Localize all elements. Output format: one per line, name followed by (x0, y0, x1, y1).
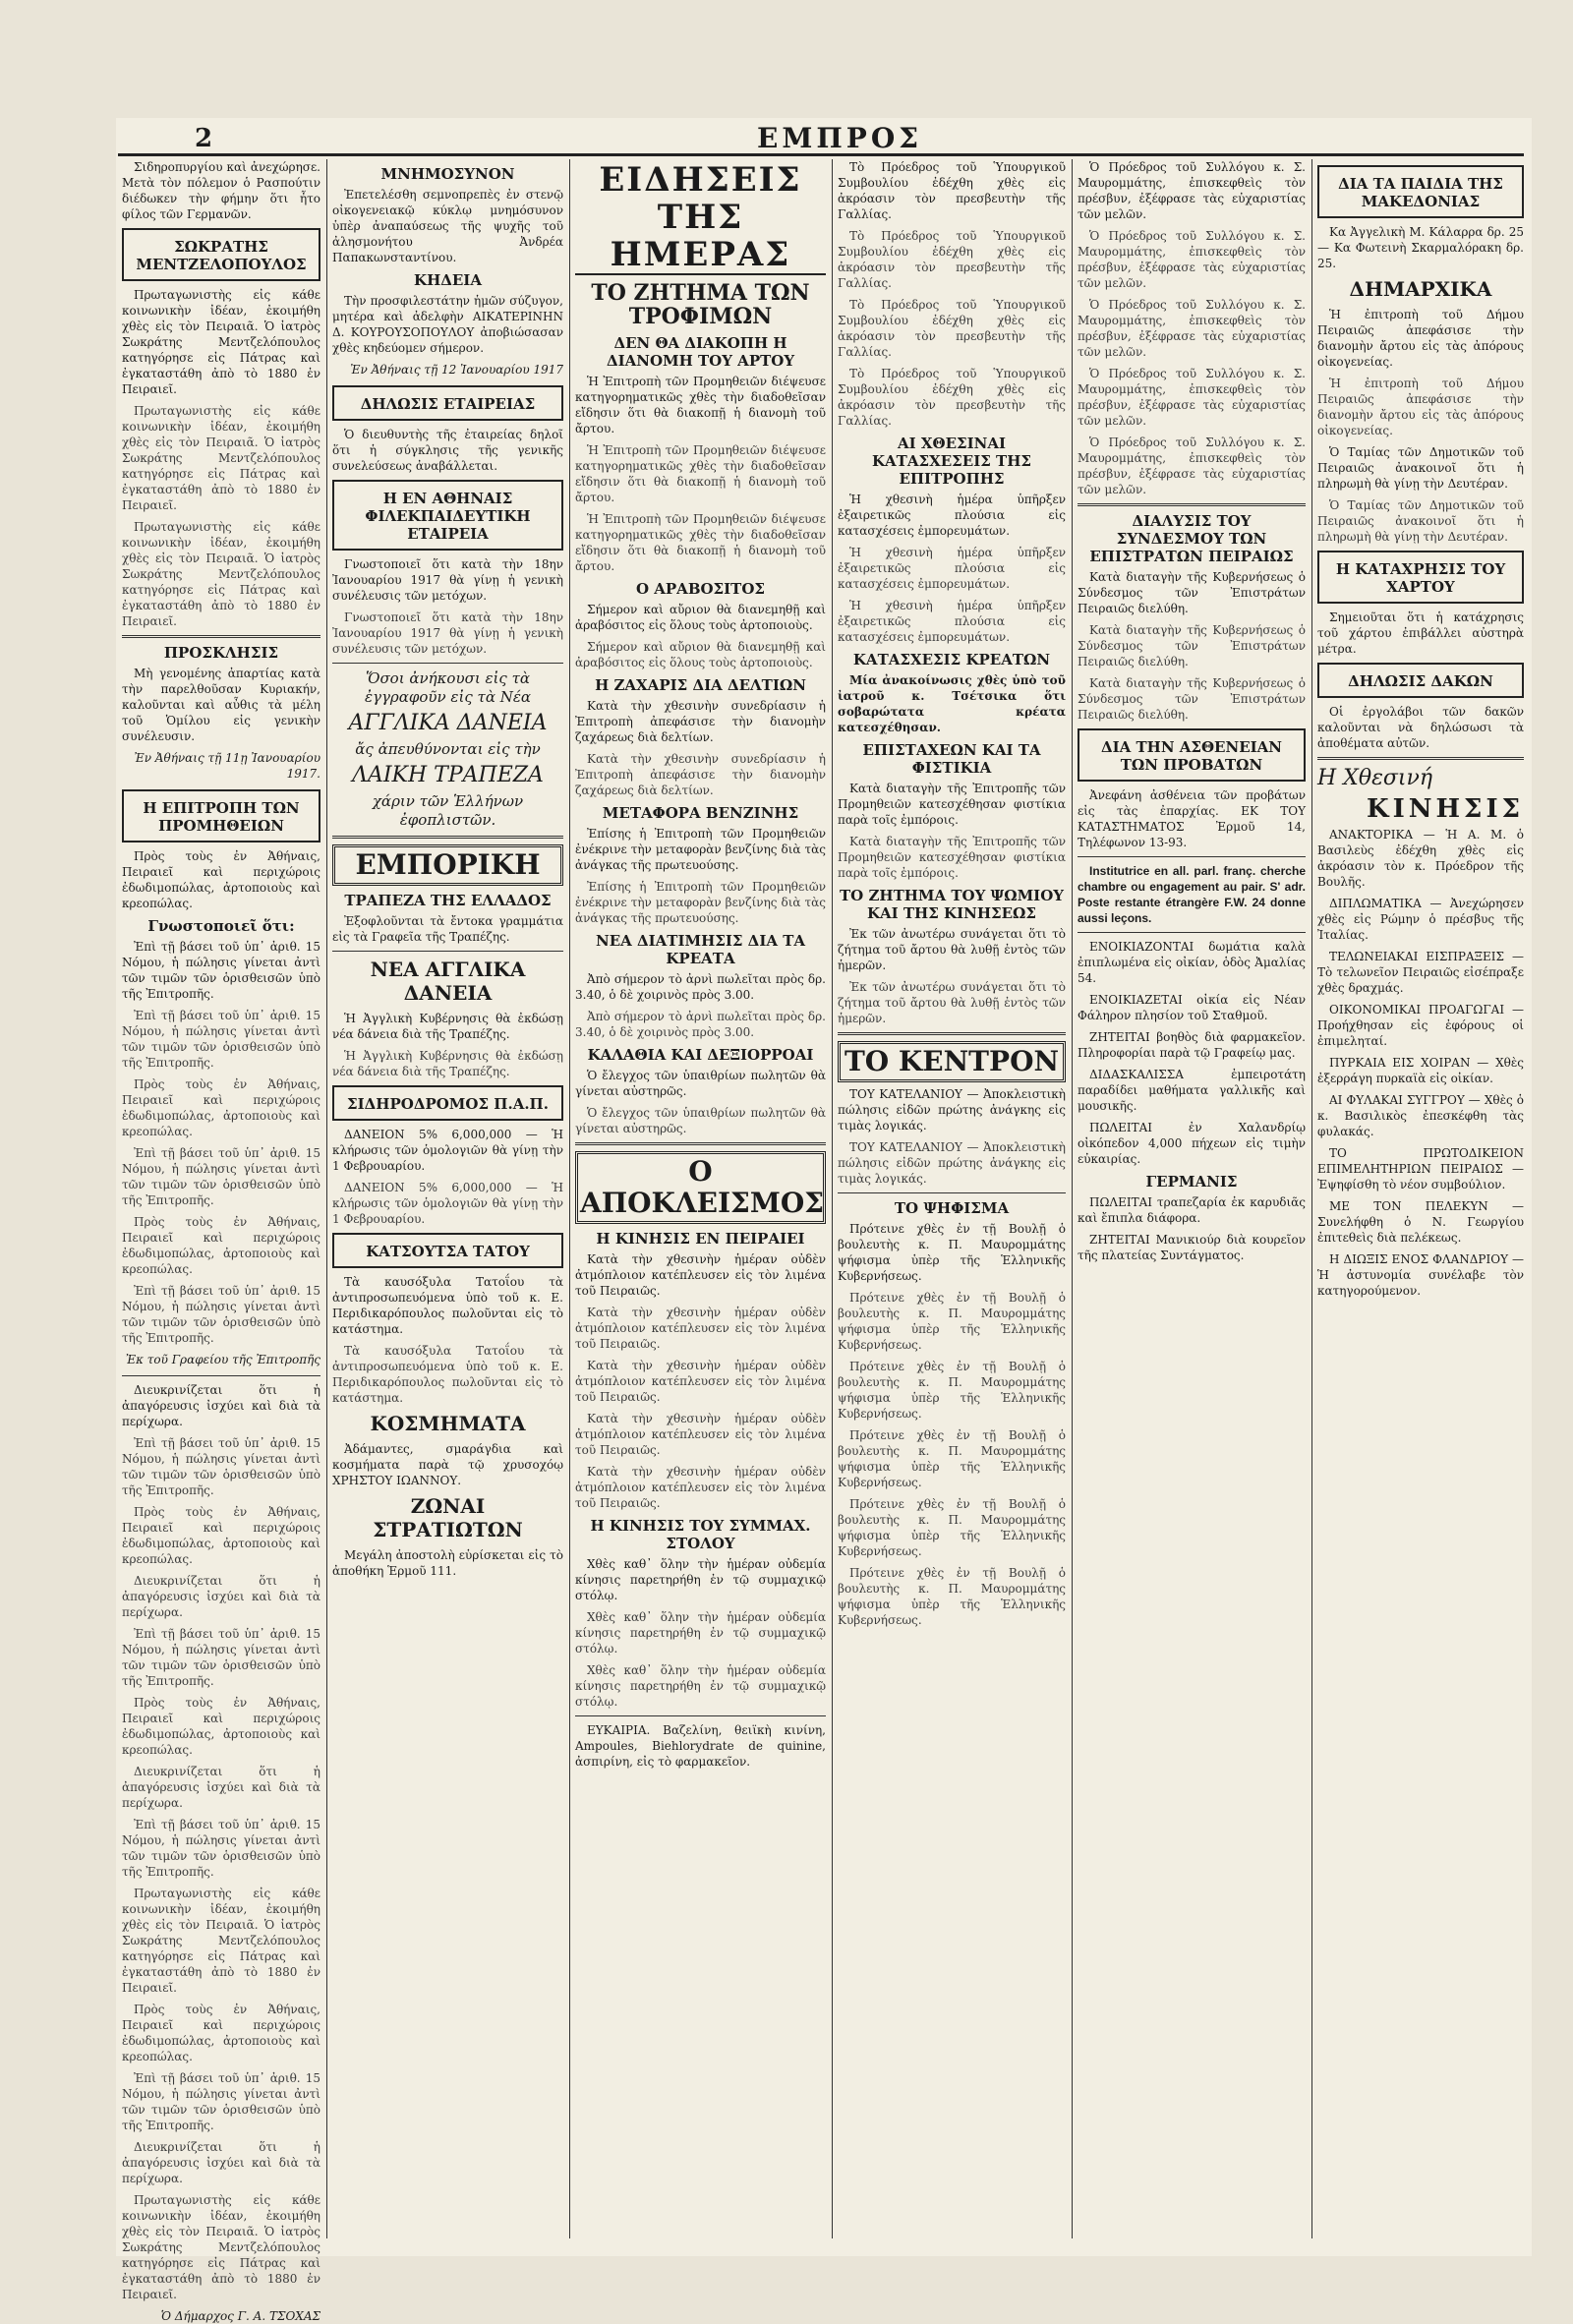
article-text: Πρὸς τοὺς ἐν Ἀθήναις, Πειραιεῖ καὶ περιχώροις ἐδωδιμοπώλας, ἀρτοποιοὺς καὶ κρεοπώλας. (122, 1077, 320, 1138)
headline: ΚΑΛΑΘΙΑ ΚΑΙ ΔΕΞΙΟΡΡΟΑΙ (587, 1046, 814, 1064)
article-text: Κατὰ τὴν χθεσινὴν ἡμέραν οὐδὲν ἀτμόπλοιον κατέπλευσεν εἰς τὸν λιμένα τοῦ Πειραιῶς. (575, 1306, 826, 1351)
article-text: Σημειοῦται ὅτι ἡ κατάχρησις τοῦ χάρτου ἐπιβάλλει αὐστηρὰ μέτρα. (1317, 610, 1524, 656)
article-text: Κατὰ τὴν χθεσινὴν ἡμέραν οὐδὲν ἀτμόπλοιον κατέπλευσεν εἰς τὸν λιμένα τοῦ Πειραιῶς. (575, 1252, 826, 1298)
article-text: Τὸ Πρόεδρος τοῦ Ὑπουργικοῦ Συμβουλίου ἐδέχθη χθὲς εἰς ἀκρόασιν τὸν πρεσβευτὴν τῆς Γαλλίας. (838, 367, 1066, 428)
headline: ΕΠΙΣΤΑΧΕΩΝ ΚΑΙ ΤΑ ΦΙΣΤΙΚΙΑ (862, 741, 1041, 777)
article-text: Κατὰ διαταγὴν τῆς Κυβερνήσεως ὁ Σύνδεσμος τῶν Ἐπιστράτων Πειραιῶς διελύθη. (1078, 570, 1306, 615)
column-5 (1078, 159, 1306, 2238)
article-text: Η ΔΙΩΞΙΣ ΕΝΟΣ ΦΛΑΝΔΡΙΟΥ — Ἡ ἀστυνομία συνέλαβε τὸν κατηγορούμενον. (1317, 1252, 1524, 1298)
ad-headline: ΕΜΠΟΡΙΚΗ (332, 844, 563, 886)
classified-ad: ΖΗΤΕΙΤΑΙ Μανικιούρ διὰ κουρεῖον τῆς πλατείας Συντάγματος. (1078, 1233, 1306, 1262)
headline: ΔΗΛΩΣΙΣ ΕΤΑΙΡΕΙΑΣ (360, 395, 536, 413)
column-6 (1317, 159, 1524, 2238)
article-text: ΑΝΑΚΤΟΡΙΚΑ — Ἡ Α. Μ. ὁ Βασιλεὺς ἐδέχθη χθὲς εἰς ἀκρόασιν τὸν κ. Πρόεδρον τῆς Βουλῆς. (1317, 828, 1524, 889)
section-headline: Η Χθεσινή (1317, 766, 1433, 790)
subheadline: ΔΕΝ ΘΑ ΔΙΑΚΟΠΗ Η ΔΙΑΝΟΜΗ ΤΟΥ ΑΡΤΟΥ (606, 334, 795, 370)
article-text: Κατὰ τὴν χθεσινὴν ἡμέραν οὐδὲν ἀτμόπλοιον κατέπλευσεν εἰς τὸν λιμένα τοῦ Πειραιῶς. (575, 1465, 826, 1510)
article-text: Πρότεινε χθὲς ἐν τῇ Βουλῇ ὁ βουλευτὴς κ. Π. Μαυρομμάτης ψήφισμα ὑπὲρ τῆς Ἑλληνικῆς Κυβερνήσεως. (838, 1428, 1066, 1489)
article-text: Πρότεινε χθὲς ἐν τῇ Βουλῇ ὁ βουλευτὴς κ. Π. Μαυρομμάτης ψήφισμα ὑπὲρ τῆς Ἑλληνικῆς Κυβερνήσεως. (838, 1497, 1066, 1558)
article-text: Γνωστοποιεῖ ὅτι κατὰ τὴν 18ην Ἰανουαρίου 1917 θὰ γίνῃ ἡ γενικὴ συνέλευσις τῶν μετόχων. (332, 610, 563, 656)
article-text: Ἡ χθεσινὴ ἡμέρα ὑπῆρξεν ἐξαιρετικῶς πλούσια εἰς κατασχέσεις ἐμπορευμάτων. (838, 493, 1066, 538)
headline: ΓΕΡΜΑΝΙΣ (1145, 1173, 1238, 1191)
headline: ΣΙΔΗΡΟΔΡΟΜΟΣ Π.Α.Π. (347, 1095, 549, 1113)
article-text: Ἀδάμαντες, σμαράγδια καὶ κοσμήματα παρὰ τῷ χρυσοχόῳ ΧΡΗΣΤΟΥ ΙΩΑΝΝΟΥ. (332, 1442, 563, 1487)
page-header (118, 120, 1524, 156)
article-text: Διευκρινίζεται ὅτι ἡ ἀπαγόρευσις ἰσχύει καὶ διὰ τὰ περίχωρα. (122, 2140, 320, 2185)
article-text: Διευκρινίζεται ὅτι ἡ ἀπαγόρευσις ἰσχύει καὶ διὰ τὰ περίχωρα. (122, 1383, 320, 1428)
headline: Η ΖΑΧΑΡΙΣ ΔΙΑ ΔΕΛΤΙΩΝ (595, 676, 806, 694)
ad-title: ΑΓΓΛΙΚΑ ΔΑΝΕΙΑ (348, 711, 548, 735)
article-text: Μεγάλη ἀποστολὴ εὑρίσκεται εἰς τὸ ἀποθήκη Ἑρμοῦ 111. (332, 1548, 563, 1578)
article-text: Πρὸς τοὺς ἐν Ἀθήναις, Πειραιεῖ καὶ περιχώροις ἐδωδιμοπώλας, ἀρτοποιοὺς καὶ κρεοπώλας. (122, 1215, 320, 1276)
article-text: Τὸ Πρόεδρος τοῦ Ὑπουργικοῦ Συμβουλίου ἐδέχθη χθὲς εἰς ἀκρόασιν τὸν πρεσβευτὴν τῆς Γαλλίας. (838, 160, 1066, 221)
article-text: Ἡ χθεσινὴ ἡμέρα ὑπῆρξεν ἐξαιρετικῶς πλούσια εἰς κατασχέσεις ἐμπορευμάτων. (838, 599, 1066, 644)
headline: ΣΩΚΡΑΤΗΣ ΜΕΝΤΖΕΛΟΠΟΥΛΟΣ (136, 238, 307, 273)
article-text: Οἱ ἐργολάβοι τῶν δακῶν καλοῦνται νὰ δηλώσωσι τὰ ἀποθέματα αὐτῶν. (1317, 705, 1524, 750)
ad-text: ΤΟΥ ΚΑΤΕΛΑΝΙΟΥ — Ἀποκλειστικὴ πώλησις εἰδῶν πρώτης ἀνάγκης εἰς τιμὰς λογικάς. (838, 1087, 1066, 1133)
article-text: Ἐξοφλοῦνται τὰ ἔντοκα γραμμάτια εἰς τὰ Γραφεῖα τῆς Τραπέζης. (332, 914, 563, 944)
headline: ΝΕΑ ΔΙΑΤΙΜΗΣΙΣ ΔΙΑ ΤΑ ΚΡΕΑΤΑ (595, 932, 806, 967)
subheadline: Γνωστοποιεῖ ὅτι: (147, 917, 295, 935)
article-text: Ἡ Ἐπιτροπὴ τῶν Προμηθειῶν διέψευσε κατηγορηματικῶς χθὲς τὴν διαδοθεῖσαν εἴδησιν ὅτι θὰ διακοπῇ ἡ διανομὴ τοῦ ἄρτου. (575, 443, 826, 504)
article-text: Ἡ Ἀγγλικὴ Κυβέρνησις θὰ ἐκδώσῃ νέα δάνεια διὰ τῆς Τραπέζης. (332, 1012, 563, 1041)
article-text: Πρὸς τοὺς ἐν Ἀθήναις, Πειραιεῖ καὶ περιχώροις ἐδωδιμοπώλας, ἀρτοποιοὺς καὶ κρεοπώλας. (122, 2003, 320, 2063)
article-text: Ἡ ἐπιτροπὴ τοῦ Δήμου Πειραιῶς ἀπεφάσισε τὴν διανομὴν ἄρτου εἰς τὰς ἀπόρους οἰκογενείας. (1317, 377, 1524, 437)
article-text: Ἐπὶ τῇ βάσει τοῦ ὑπ᾽ ἀριθ. 15 Νόμου, ἡ πώλησις γίνεται ἀντὶ τῶν τιμῶν τῶν ὁρισθεισῶν ὑπὸ τῆς Ἐπιτροπῆς. (122, 1818, 320, 1879)
article-text: Κατὰ τὴν χθεσινὴν ἡμέραν οὐδὲν ἀτμόπλοιον κατέπλευσεν εἰς τὸν λιμένα τοῦ Πειραιῶς. (575, 1412, 826, 1457)
ad-text: Ἀνεφάνη ἀσθένεια τῶν προβάτων εἰς τὰς ἐπαρχίας. ΕΚ ΤΟΥ ΚΑΤΑΣΤΗΜΑΤΟΣ Ἐρμοῦ 14, Τηλέφωνον 13-93. (1078, 788, 1306, 849)
article-text: Πρωταγωνιστὴς εἰς κάθε κοινωνικὴν ἰδέαν, ἐκοιμήθη χθὲς εἰς τὸν Πειραιᾶ. Ὁ ἰατρὸς Σωκράτης Μεντζελόπουλος κατηγόρησε εἰς Πάτρας καὶ ἐγκαταστάθη ἀπὸ τὸ 1880 ἐν Πειραιεῖ. (122, 520, 320, 628)
article-text: Ἡ Ἀγγλικὴ Κυβέρνησις θὰ ἐκδώσῃ νέα δάνεια διὰ τῆς Τραπέζης. (332, 1049, 563, 1078)
article-text: Ἡ Ἐπιτροπὴ τῶν Προμηθειῶν διέψευσε κατηγορηματικῶς χθὲς τὴν διαδοθεῖσαν εἴδησιν ὅτι θὰ διακοπῇ ἡ διανομὴ τοῦ ἄρτου. (575, 375, 826, 436)
article-text: Ἐπετελέσθη σεμνοπρεπὲς ἐν στενῷ οἰκογενειακῷ κύκλῳ μνημόσυνον ὑπὲρ ἀναπαύσεως τῆς ψυχῆς τοῦ ἀλησμονήτου Ἀνδρέα Παπακωνσταντίνου. (332, 188, 563, 264)
classified-ad: ΕΝΟΙΚΙΑΖΕΤΑΙ οἰκία εἰς Νέαν Φάληρον πλησίον τοῦ Σταθμοῦ. (1078, 993, 1306, 1022)
article-text: Τὸ Πρόεδρος τοῦ Ὑπουργικοῦ Συμβουλίου ἐδέχθη χθὲς εἰς ἀκρόασιν τὸν πρεσβευτὴν τῆς Γαλλίας. (838, 229, 1066, 290)
article-text: Κα Ἀγγελικὴ Μ. Κάλαρρα δρ. 25 — Κα Φωτεινὴ Σκαρμαλόρακη δρ. 25. (1317, 225, 1524, 270)
ad-text: χάριν τῶν Ἑλλήνων ἐφοπλιστῶν. (372, 792, 524, 829)
subheadline: Η ΚΙΝΗΣΙΣ ΕΝ ΠΕΙΡΑΙΕΙ (596, 1230, 805, 1248)
article-text: Ὁ Ταμίας τῶν Δημοτικῶν τοῦ Πειραιῶς ἀνακοινοῖ ὅτι ἡ πληρωμὴ θὰ γίνῃ τὴν Δευτέραν. (1317, 445, 1524, 491)
article-text: Πρότεινε χθὲς ἐν τῇ Βουλῇ ὁ βουλευτὴς κ. Π. Μαυρομμάτης ψήφισμα ὑπὲρ τῆς Ἑλληνικῆς Κυβερνήσεως. (838, 1222, 1066, 1283)
article-text: Ὁ Πρόεδρος τοῦ Συλλόγου κ. Σ. Μαυρομμάτης, ἐπισκεφθεὶς τὸν πρέσβυν, ἐξέφρασε τὰς εὐχαριστίας τῶν μελῶν. (1078, 229, 1306, 290)
article-text: Ἐπὶ τῇ βάσει τοῦ ὑπ᾽ ἀριθ. 15 Νόμου, ἡ πώλησις γίνεται ἀντὶ τῶν τιμῶν τῶν ὁρισθεισῶν ὑπὸ τῆς Ἐπιτροπῆς. (122, 1009, 320, 1070)
headline: ΤΟ ΖΗΤΗΜΑ ΤΩΝ ΤΡΟΦΙΜΩΝ (591, 280, 810, 329)
page-number: 2 (195, 124, 213, 153)
article-text: Τὰ καυσόξυλα Τατοΐου τὰ ἀντιπροσωπευόμενα ὑπὸ τοῦ κ. Ε. Περιδικαρόπουλος πωλοῦνται εἰς τὸ κατάστημα. (332, 1344, 563, 1405)
article-text: Κατὰ τὴν χθεσινὴν συνεδρίασιν ἡ Ἐπιτροπὴ ἀπεφάσισε τὴν διανομὴν ζαχάρεως διὰ δελτίων. (575, 752, 826, 797)
column-3 (575, 159, 826, 2238)
classified-ad: ΕΝΟΙΚΙΑΖΟΝΤΑΙ δωμάτια καλὰ ἐπιπλωμένα εἰς οἰκίαν, ὁδὸς Ἀμαλίας 54. (1078, 940, 1306, 985)
headline: ΜΕΤΑΦΟΡΑ ΒΕΝΖΙΝΗΣ (602, 804, 799, 822)
article-text: Χθὲς καθ᾽ ὅλην τὴν ἡμέραν οὐδεμία κίνησις παρετηρήθη ἐν τῷ συμμαχικῷ στόλῳ. (575, 1557, 826, 1602)
headline: Η ΚΙΝΗΣΙΣ ΤΟΥ ΣΥΜΜΑΧ. ΣΤΟΛΟΥ (590, 1517, 811, 1552)
article-text: Ἐπίσης ἡ Ἐπιτροπὴ τῶν Προμηθειῶν ἐνέκρινε τὴν μεταφορὰν βενζίνης διὰ τὰς ἀνάγκας τῆς πρωτευούσης. (575, 827, 826, 872)
column-rule (832, 159, 833, 2238)
article-text: Πρὸς τοὺς ἐν Ἀθήναις, Πειραιεῖ καὶ περιχώροις ἐδωδιμοπώλας, ἀρτοποιοὺς καὶ κρεοπώλας. (122, 1505, 320, 1566)
column-rule (326, 159, 327, 2238)
article-text: Χθὲς καθ᾽ ὅλην τὴν ἡμέραν οὐδεμία κίνησις παρετηρήθη ἐν τῷ συμμαχικῷ στόλῳ. (575, 1610, 826, 1656)
headline: ΑΙ ΧΘΕΣΙΝΑΙ ΚΑΤΑΣΧΕΣΕΙΣ ΤΗΣ ΕΠΙΤΡΟΠΗΣ (872, 435, 1031, 488)
column-rule (1311, 159, 1312, 2238)
article-text: ΔΑΝΕΙΟΝ 5% 6,000,000 — Ἡ κλήρωσις τῶν ὁμολογιῶν θὰ γίνῃ τὴν 1 Φεβρουαρίου. (332, 1128, 563, 1173)
article-text: Ἡ ἐπιτροπὴ τοῦ Δήμου Πειραιῶς ἀπεφάσισε τὴν διανομὴν ἄρτου εἰς τὰς ἀπόρους οἰκογενείας. (1317, 308, 1524, 369)
headline: ΜΝΗΜΟΣΥΝΟΝ (380, 165, 515, 183)
article-text: Ἐπὶ τῇ βάσει τοῦ ὑπ᾽ ἀριθ. 15 Νόμου, ἡ πώλησις γίνεται ἀντὶ τῶν τιμῶν τῶν ὁρισθεισῶν ὑπὸ τῆς Ἐπιτροπῆς. (122, 2071, 320, 2132)
column-1 (122, 159, 320, 2323)
article-text: Χθὲς καθ᾽ ὅλην τὴν ἡμέραν οὐδεμία κίνησις παρετηρήθη ἐν τῷ συμμαχικῷ στόλῳ. (575, 1663, 826, 1709)
signature: Ὁ Δήμαρχος Γ. Α. ΤΣΟΧΑΣ (160, 2309, 320, 2323)
article-text: Ὁ Πρόεδρος τοῦ Συλλόγου κ. Σ. Μαυρομμάτης, ἐπισκεφθεὶς τὸν πρέσβυν, ἐξέφρασε τὰς εὐχαριστίας τῶν μελῶν. (1078, 367, 1306, 428)
headline: ΚΗΔΕΙΑ (414, 271, 482, 289)
article-text: Κατὰ τὴν χθεσινὴν συνεδρίασιν ἡ Ἐπιτροπὴ ἀπεφάσισε τὴν διανομὴν ζαχάρεως διὰ δελτίων. (575, 699, 826, 744)
article-text: Ὁ Ταμίας τῶν Δημοτικῶν τοῦ Πειραιῶς ἀνακοινοῖ ὅτι ἡ πληρωμὴ θὰ γίνῃ τὴν Δευτέραν. (1317, 498, 1524, 544)
headline: ΚΑΤΣΟΥΤΣΑ ΤΑΤΟΥ (366, 1243, 530, 1260)
ad-text: Ὅσοι ἀνήκουσι εἰς τὰ ἐγγραφοῦν εἰς τὰ Νέα (364, 669, 532, 706)
headline: ΤΟ ΖΗΤΗΜΑ ΤΟΥ ΨΩΜΙΟΥ ΚΑΙ ΤΗΣ ΚΙΝΗΣΕΩΣ (840, 887, 1064, 922)
headline: ΖΩΝΑΙ ΣΤΡΑΤΙΩΤΩΝ (373, 1494, 523, 1541)
article-text: Τὴν προσφιλεστάτην ἡμῶν σύζυγον, μητέρα καὶ ἀδελφὴν ΑΙΚΑΤΕΡΙΝΗΝ Δ. ΚΟΥΡΟΥΣΟΠΟΥΛΟΥ ἀποβιώσασαν χθὲς κηδεύομεν σήμερον. (332, 294, 563, 355)
article-text: ΤΟ ΠΡΩΤΟΔΙΚΕΙΟΝ ΕΠΙΜΕΛΗΤΗΡΙΩΝ ΠΕΙΡΑΙΩΣ — Ἐψηφίσθη τὸ νέον συμβούλιον. (1317, 1146, 1524, 1191)
article-text: Ἐπὶ τῇ βάσει τοῦ ὑπ᾽ ἀριθ. 15 Νόμου, ἡ πώλησις γίνεται ἀντὶ τῶν τιμῶν τῶν ὁρισθεισῶν ὑπὸ τῆς Ἐπιτροπῆς. (122, 1146, 320, 1207)
article-text: Πρωταγωνιστὴς εἰς κάθε κοινωνικὴν ἰδέαν, ἐκοιμήθη χθὲς εἰς τὸν Πειραιᾶ. Ὁ ἰατρὸς Σωκράτης Μεντζελόπουλος κατηγόρησε εἰς Πάτρας καὶ ἐγκαταστάθη ἀπὸ τὸ 1880 ἐν Πειραιεῖ. (122, 288, 320, 396)
section-headline: ΚΙΝΗΣΙΣ (1366, 794, 1524, 824)
article-text: ΠΥΡΚΑΙΑ ΕΙΣ ΧΟΙΡΑΝ — Χθὲς ἐξερράγη πυρκαϊὰ εἰς οἰκίαν. (1317, 1056, 1524, 1085)
article-text: ΔΑΝΕΙΟΝ 5% 6,000,000 — Ἡ κλήρωσις τῶν ὁμολογιῶν θὰ γίνῃ τὴν 1 Φεβρουαρίου. (332, 1181, 563, 1226)
headline: ΔΙΑΛΥΣΙΣ ΤΟΥ ΣΥΝΔΕΣΜΟΥ ΤΩΝ ΕΠΙΣΤΡΑΤΩΝ ΠΕΙΡΑΙΩΣ (1089, 512, 1294, 565)
ad-text: ΤΟΥ ΚΑΤΕΛΑΝΙΟΥ — Ἀποκλειστικὴ πώλησις εἰδῶν πρώτης ἀνάγκης εἰς τιμὰς λογικάς. (838, 1140, 1066, 1186)
headline: Η ΕΝ ΑΘΗΝΑΙΣ ΦΙΛΕΚΠΑΙΔΕΥΤΙΚΗ ΕΤΑΙΡΕΙΑ (365, 490, 531, 543)
article-text: Γνωστοποιεῖ ὅτι κατὰ τὴν 18ην Ἰανουαρίου 1917 θὰ γίνῃ ἡ γενικὴ συνέλευσις τῶν μετόχων. (332, 557, 563, 603)
article-text: ΔΙΠΛΩΜΑΤΙΚΑ — Ἀνεχώρησεν χθὲς εἰς Ρώμην ὁ πρέσβυς τῆς Ἰταλίας. (1317, 897, 1524, 942)
article-text: ΑΙ ΦΥΛΑΚΑΙ ΣΥΓΓΡΟΥ — Χθὲς ὁ κ. Βασιλικὸς ἐπεσκέφθη τὰς φυλακάς. (1317, 1093, 1524, 1138)
article-text: Ἐκ τῶν ἀνωτέρω συνάγεται ὅτι τὸ ζήτημα τοῦ ἄρτου θὰ λυθῇ ἐντὸς τῶν ἡμερῶν. (838, 927, 1066, 972)
article-text: Ἐπὶ τῇ βάσει τοῦ ὑπ᾽ ἀριθ. 15 Νόμου, ἡ πώλησις γίνεται ἀντὶ τῶν τιμῶν τῶν ὁρισθεισῶν ὑπὸ τῆς Ἐπιτροπῆς. (122, 1284, 320, 1345)
article-text: Πρὸς τοὺς ἐν Ἀθήναις, Πειραιεῖ καὶ περιχώροις ἐδωδιμοπώλας, ἀρτοποιοὺς καὶ κρεοπώλας. (122, 1696, 320, 1757)
column-rule (569, 159, 570, 2238)
article-text: Ὁ ἔλεγχος τῶν ὑπαιθρίων πωλητῶν θὰ γίνεται αὐστηρῶς. (575, 1106, 826, 1135)
article-text: Ἀπὸ σήμερον τὸ ἀρνὶ πωλεῖται πρὸς δρ. 3.40, ὁ δὲ χοιρινὸς πρὸς 3.00. (575, 1010, 826, 1039)
article-text: Πρωταγωνιστὴς εἰς κάθε κοινωνικὴν ἰδέαν, ἐκοιμήθη χθὲς εἰς τὸν Πειραιᾶ. Ὁ ἰατρὸς Σωκράτης Μεντζελόπουλος κατηγόρησε εἰς Πάτρας καὶ ἐγκαταστάθη ἀπὸ τὸ 1880 ἐν Πειραιεῖ. (122, 2193, 320, 2301)
headline: ΚΑΤΑΣΧΕΣΙΣ ΚΡΕΑΤΩΝ (852, 651, 1051, 668)
article-text: Ὁ Πρόεδρος τοῦ Συλλόγου κ. Σ. Μαυρομμάτης, ἐπισκεφθεὶς τὸν πρέσβυν, ἐξέφρασε τὰς εὐχαριστίας τῶν μελῶν. (1078, 298, 1306, 359)
signature: Ἐν Ἀθήναις τῇ 11ῃ Ἰανουαρίου 1917. (134, 751, 320, 781)
headline: ΠΡΟΣΚΛΗΣΙΣ (163, 644, 279, 662)
newspaper-masthead: ΕΜΠΡΟΣ (757, 122, 923, 154)
classified-ad: ΖΗΤΕΙΤΑΙ βοηθὸς διὰ φαρμακεῖον. Πληροφορίαι παρὰ τῷ Γραφείῳ μας. (1078, 1030, 1306, 1060)
article-text: Πρωταγωνιστὴς εἰς κάθε κοινωνικὴν ἰδέαν, ἐκοιμήθη χθὲς εἰς τὸν Πειραιᾶ. Ὁ ἰατρὸς Σωκράτης Μεντζελόπουλος κατηγόρησε εἰς Πάτρας καὶ ἐγκαταστάθη ἀπὸ τὸ 1880 ἐν Πειραιεῖ. (122, 404, 320, 512)
ad-text: Institutrice en all. parl. franç. cherche chambre ou engagement au pair. S' adr. Poste restante étrangère F.W. 24 donne aussi leçons. (1078, 864, 1306, 925)
headline: ΚΟΣΜΗΜΑΤΑ (370, 1412, 526, 1435)
column-2 (332, 159, 563, 2238)
headline: ΤΟ ΨΗΦΙΣΜΑ (894, 1199, 1010, 1217)
headline: Η ΕΠΙΤΡΟΠΗ ΤΩΝ ΠΡΟΜΗΘΕΙΩΝ (143, 799, 300, 835)
article-text: Διευκρινίζεται ὅτι ἡ ἀπαγόρευσις ἰσχύει καὶ διὰ τὰ περίχωρα. (122, 1765, 320, 1810)
article-text: Μία ἀνακοίνωσις χθὲς ὑπὸ τοῦ ἰατροῦ κ. Τσέτσικα ὅτι σοβαρώτατα κρέατα κατεσχέθησαν. (838, 673, 1066, 734)
section-headline: ΕΙΔΗΣΕΙΣ ΤΗΣ ΗΜΕΡΑΣ (575, 161, 826, 275)
article-text: Πρότεινε χθὲς ἐν τῇ Βουλῇ ὁ βουλευτὴς κ. Π. Μαυρομμάτης ψήφισμα ὑπὲρ τῆς Ἑλληνικῆς Κυβερνήσεως. (838, 1291, 1066, 1352)
article-text: Κατὰ διαταγὴν τῆς Ἐπιτροπῆς τῶν Προμηθειῶν κατεσχέθησαν φιστίκια παρὰ τοῖς ἐμπόροις. (838, 782, 1066, 827)
signature: Ἐν Ἀθήναις τῇ 12 Ἰανουαρίου 1917 (350, 363, 563, 377)
article-text: Ὁ Πρόεδρος τοῦ Συλλόγου κ. Σ. Μαυρομμάτης, ἐπισκεφθεὶς τὸν πρέσβυν, ἐξέφρασε τὰς εὐχαριστίας τῶν μελῶν. (1078, 160, 1306, 221)
classified-ad: ΠΩΛΕΙΤΑΙ τραπεζαρία ἐκ καρυδιᾶς καὶ ἔπιπλα διάφορα. (1078, 1195, 1306, 1225)
article-text: Ἐπίσης ἡ Ἐπιτροπὴ τῶν Προμηθειῶν ἐνέκρινε τὴν μεταφορὰν βενζίνης διὰ τὰς ἀνάγκας τῆς πρωτευούσης. (575, 880, 826, 925)
ad-headline: ΤΟ ΚΕΝΤΡΟΝ (838, 1041, 1066, 1082)
classified-ad: ΔΙΔΑΣΚΑΛΙΣΣΑ ἐμπειροτάτη παραδίδει μαθήματα γαλλικῆς καὶ μουσικῆς. (1078, 1068, 1306, 1113)
headline: Ο ΑΡΑΒΟΣΙΤΟΣ (635, 580, 766, 598)
article-text: ΤΕΛΩΝΕΙΑΚΑΙ ΕΙΣΠΡΑΞΕΙΣ — Τὸ τελωνεῖον Πειραιῶς εἰσέπραξε χθὲς δραχμάς. (1317, 950, 1524, 995)
headline: ΤΡΑΠΕΖΑ ΤΗΣ ΕΛΛΑΔΟΣ (344, 892, 552, 909)
article-text: Πρὸς τοὺς ἐν Ἀθήναις, Πειραιεῖ καὶ περιχώροις ἐδωδιμοπώλας, ἀρτοποιοὺς καὶ κρεοπώλας. (122, 849, 320, 910)
article-text: Ὁ Πρόεδρος τοῦ Συλλόγου κ. Σ. Μαυρομμάτης, ἐπισκεφθεὶς τὸν πρέσβυν, ἐξέφρασε τὰς εὐχαριστίας τῶν μελῶν. (1078, 436, 1306, 496)
article-text: ΜΕ ΤΟΝ ΠΕΛΕΚΥΝ — Συνελήφθη ὁ Ν. Γεωργίου ἐπιτεθεὶς διὰ πελέκεως. (1317, 1199, 1524, 1245)
article-text: Τὸ Πρόεδρος τοῦ Ὑπουργικοῦ Συμβουλίου ἐδέχθη χθὲς εἰς ἀκρόασιν τὸν πρεσβευτὴν τῆς Γαλλίας. (838, 298, 1066, 359)
article-text: Ὁ διευθυντὴς τῆς ἐταιρείας δηλοῖ ὅτι ἡ σύγκλησις τῆς γενικῆς συνελεύσεως ἀναβάλλεται. (332, 428, 563, 473)
article-text: Κατὰ διαταγὴν τῆς Ἐπιτροπῆς τῶν Προμηθειῶν κατεσχέθησαν φιστίκια παρὰ τοῖς ἐμπόροις. (838, 835, 1066, 880)
ad-text: ΕΥΚΑΙΡΙΑ. Βαζελίνη, θειϊκὴ κινίνη, Ampoules, Biehlorydrate de quinine, ἀσπιρίνη, εἰς τὸ φαρμακεῖον. (575, 1723, 826, 1769)
headline: Η ΚΑΤΑΧΡΗΣΙΣ ΤΟΥ ΧΑΡΤΟΥ (1335, 560, 1506, 596)
article-text: Κατὰ διαταγὴν τῆς Κυβερνήσεως ὁ Σύνδεσμος τῶν Ἐπιστράτων Πειραιῶς διελύθη. (1078, 623, 1306, 668)
column-rule (1072, 159, 1073, 2238)
article-text: Τὰ καυσόξυλα Τατοΐου τὰ ἀντιπροσωπευόμενα ὑπὸ τοῦ κ. Ε. Περιδικαρόπουλος πωλοῦνται εἰς τὸ κατάστημα. (332, 1275, 563, 1336)
article-text: Πρότεινε χθὲς ἐν τῇ Βουλῇ ὁ βουλευτὴς κ. Π. Μαυρομμάτης ψήφισμα ὑπὲρ τῆς Ἑλληνικῆς Κυβερνήσεως. (838, 1566, 1066, 1627)
article-text: Σήμερον καὶ αὔριον θὰ διανεμηθῇ καὶ ἀραβόσιτος εἰς ὅλους τοὺς ἀρτοποιοὺς. (575, 640, 826, 669)
article-text: Ἀπὸ σήμερον τὸ ἀρνὶ πωλεῖται πρὸς δρ. 3.40, ὁ δὲ χοιρινὸς πρὸς 3.00. (575, 972, 826, 1002)
headline: ΔΙΑ ΤΑ ΠΑΙΔΙΑ ΤΗΣ ΜΑΚΕΔΟΝΙΑΣ (1338, 175, 1503, 210)
article-text: Ἡ Ἐπιτροπὴ τῶν Προμηθειῶν διέψευσε κατηγορηματικῶς χθὲς τὴν διαδοθεῖσαν εἴδησιν ὅτι θὰ διακοπῇ ἡ διανομὴ τοῦ ἄρτου. (575, 512, 826, 573)
ad-title: ΛΑΙΚΗ ΤΡΑΠΕΖΑ (352, 763, 544, 787)
column-4 (838, 159, 1066, 2238)
signature: Ἐκ τοῦ Γραφείου τῆς Ἐπιτροπῆς (125, 1353, 320, 1366)
article-text: Διευκρινίζεται ὅτι ἡ ἀπαγόρευσις ἰσχύει καὶ διὰ τὰ περίχωρα. (122, 1574, 320, 1619)
article-text: Ἐπὶ τῇ βάσει τοῦ ὑπ᾽ ἀριθ. 15 Νόμου, ἡ πώλησις γίνεται ἀντὶ τῶν τιμῶν τῶν ὁρισθεισῶν ὑπὸ τῆς Ἐπιτροπῆς. (122, 1627, 320, 1688)
article-text: Ἐπὶ τῇ βάσει τοῦ ὑπ᾽ ἀριθ. 15 Νόμου, ἡ πώλησις γίνεται ἀντὶ τῶν τιμῶν τῶν ὁρισθεισῶν ὑπὸ τῆς Ἐπιτροπῆς. (122, 940, 320, 1001)
headline: ΔΙΑ ΤΗΝ ΑΣΘΕΝΕΙΑΝ ΤΩΝ ΠΡΟΒΑΤΩΝ (1100, 738, 1283, 774)
headline: ΔΗΜΑΡΧΙΚΑ (1349, 277, 1492, 301)
article-text: Ἡ χθεσινὴ ἡμέρα ὑπῆρξεν ἐξαιρετικῶς πλούσια εἰς κατασχέσεις ἐμπορευμάτων. (838, 546, 1066, 591)
headline: ΝΕΑ ΑΓΓΛΙΚΑ ΔΑΝΕΙΑ (370, 958, 526, 1005)
article-text: Κατὰ διαταγὴν τῆς Κυβερνήσεως ὁ Σύνδεσμος τῶν Ἐπιστράτων Πειραιῶς διελύθη. (1078, 676, 1306, 722)
article-text: Πρότεινε χθὲς ἐν τῇ Βουλῇ ὁ βουλευτὴς κ. Π. Μαυρομμάτης ψήφισμα ὑπὲρ τῆς Ἑλληνικῆς Κυβερνήσεως. (838, 1360, 1066, 1421)
headline: ΔΗΛΩΣΙΣ ΔΑΚΩΝ (1348, 672, 1493, 690)
article-text: Μὴ γενομένης ἀπαρτίας κατὰ τὴν παρελθοῦσαν Κυριακήν, καλοῦνται καὶ αὖθις τὰ μέλη τοῦ Ὁμίλου εἰς γενικὴν συνέλευσιν. (122, 667, 320, 743)
article-text: Κατὰ τὴν χθεσινὴν ἡμέραν οὐδὲν ἀτμόπλοιον κατέπλευσεν εἰς τὸν λιμένα τοῦ Πειραιῶς. (575, 1359, 826, 1404)
ad-text: ἄς ἀπευθύνονται εἰς τὴν (355, 740, 541, 758)
article-text: Σιδηροπυργίου καὶ ἀνεχώρησε. Μετὰ τὸν πόλεμον ὁ Ρασπούτιν διέδωκεν τὴν φήμην ὅτι ἦτο φίλος τῶν Γερμανῶν. (122, 160, 320, 221)
classified-ad: ΠΩΛΕΙΤΑΙ ἐν Χαλανδρίῳ οἰκόπεδον 4,000 πήχεων εἰς τιμὴν εὐκαιρίας. (1078, 1121, 1306, 1166)
article-text: Πρωταγωνιστὴς εἰς κάθε κοινωνικὴν ἰδέαν, ἐκοιμήθη χθὲς εἰς τὸν Πειραιᾶ. Ὁ ἰατρὸς Σωκράτης Μεντζελόπουλος κατηγόρησε εἰς Πάτρας καὶ ἐγκαταστάθη ἀπὸ τὸ 1880 ἐν Πειραιεῖ. (122, 1887, 320, 1995)
article-text: ΟΙΚΟΝΟΜΙΚΑΙ ΠΡΟΑΓΩΓΑΙ — Προήχθησαν εἰς ἐφόρους οἱ ἐπιμεληταί. (1317, 1003, 1524, 1048)
headline: Ο ΑΠΟΚΛΕΙΣΜΟΣ (575, 1151, 826, 1224)
article-text: Ἐπὶ τῇ βάσει τοῦ ὑπ᾽ ἀριθ. 15 Νόμου, ἡ πώλησις γίνεται ἀντὶ τῶν τιμῶν τῶν ὁρισθεισῶν ὑπὸ τῆς Ἐπιτροπῆς. (122, 1436, 320, 1497)
article-text: Σήμερον καὶ αὔριον θὰ διανεμηθῇ καὶ ἀραβόσιτος εἰς ὅλους τοὺς ἀρτοποιοὺς. (575, 603, 826, 632)
article-text: Ἐκ τῶν ἀνωτέρω συνάγεται ὅτι τὸ ζήτημα τοῦ ἄρτου θὰ λυθῇ ἐντὸς τῶν ἡμερῶν. (838, 980, 1066, 1025)
article-text: Ὁ ἔλεγχος τῶν ὑπαιθρίων πωλητῶν θὰ γίνεται αὐστηρῶς. (575, 1069, 826, 1098)
